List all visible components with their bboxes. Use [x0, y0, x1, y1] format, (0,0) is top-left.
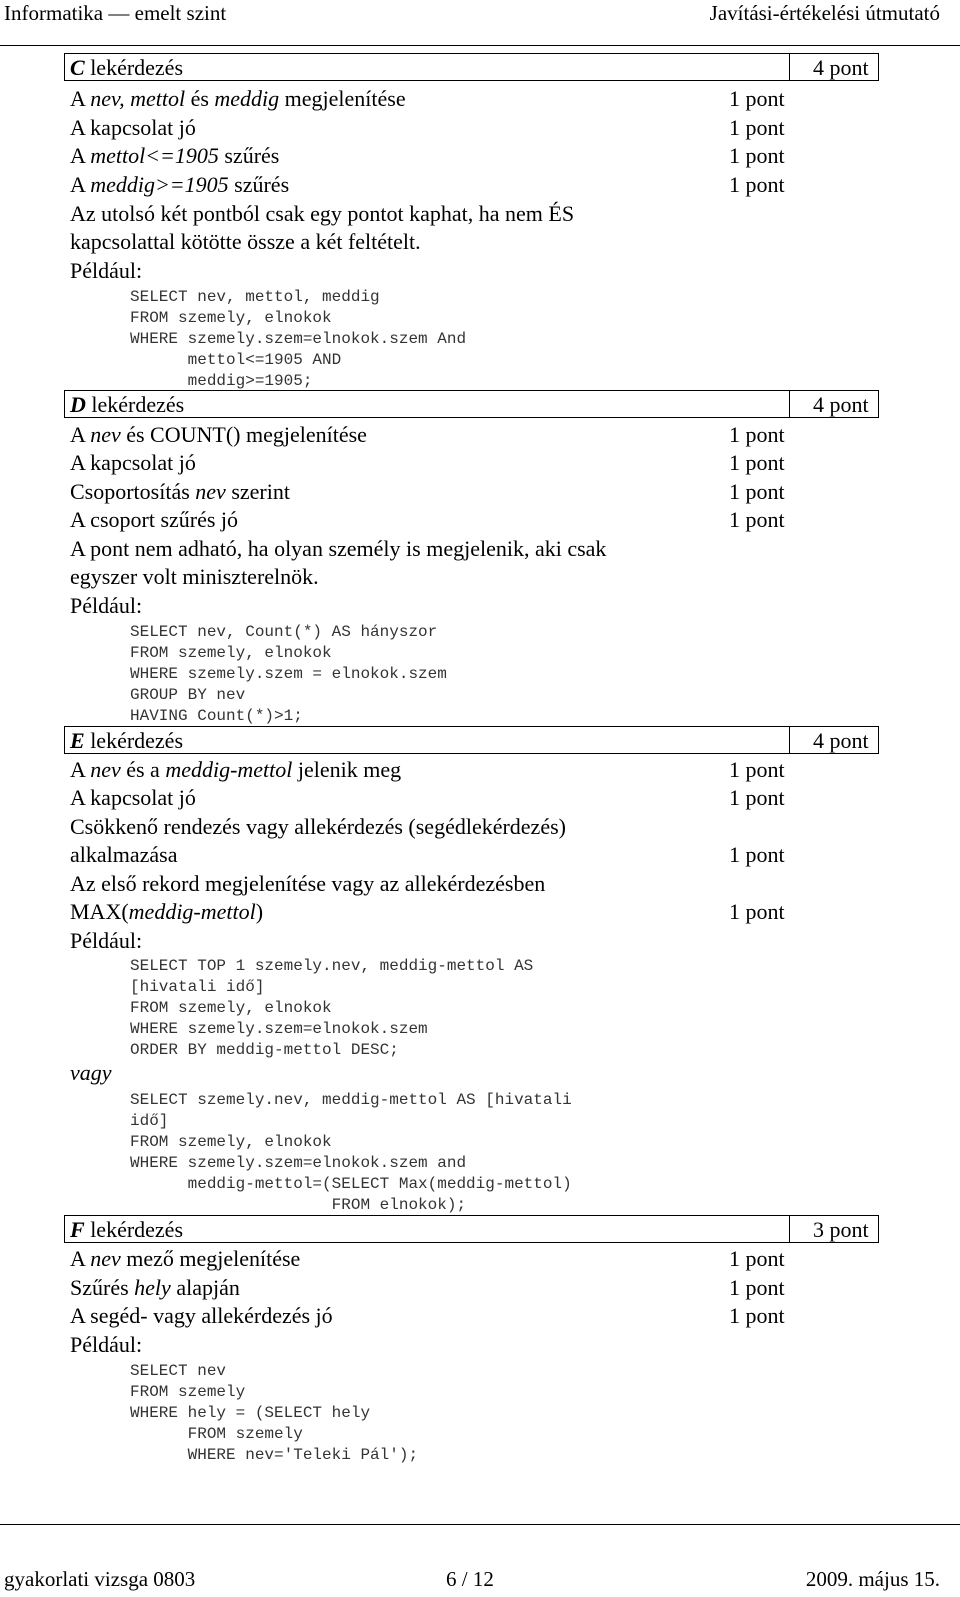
c-item-1-points: 1 pont: [729, 86, 785, 111]
section-e-heading: E lekérdezés 4 pont: [64, 726, 879, 754]
d-note-2: egyszer volt miniszterelnök.: [70, 564, 319, 589]
f-item-3-points: 1 pont: [729, 1303, 785, 1328]
footer-rule: [0, 1524, 960, 1525]
e-item-4-line-1: Az első rekord megjelenítése vagy az allekérdezésben: [70, 871, 546, 896]
c-item-1: A nev, mettol és meddig megjelenítése: [70, 86, 406, 111]
f-item-2: Szűrés hely alapján: [70, 1275, 240, 1300]
e-item-4-line-2: MAX(meddig-mettol): [70, 899, 264, 924]
e-item-3-points: 1 pont: [729, 842, 785, 867]
c-item-2: A kapcsolat jó: [70, 115, 196, 140]
footer-left: gyakorlati vizsga 0803: [4, 1567, 196, 1591]
e-item-3-line-1: Csökkenő rendezés vagy allekérdezés (segédlekérdezés): [70, 814, 566, 839]
c-sql-code: SELECT nev, mettol, meddig FROM szemely, elnokok WHERE szemely.szem=elnokok.szem And mettol<=1905 AND meddig>=1905;: [130, 288, 467, 390]
section-f-points: 3 pont: [813, 1217, 869, 1242]
header-left: Informatika — emelt szint: [4, 1, 227, 25]
d-note-1: A pont nem adható, ha olyan személy is megjelenik, aki csak: [70, 536, 607, 561]
d-item-3: Csoportosítás nev szerint: [70, 479, 290, 504]
e-item-1: A nev és a meddig-mettol jelenik meg: [70, 757, 402, 782]
section-d-heading: D lekérdezés 4 pont: [64, 390, 879, 418]
c-note-2: kapcsolattal kötötte össze a két feltételt.: [70, 229, 421, 254]
d-item-2: A kapcsolat jó: [70, 450, 196, 475]
c-item-3-points: 1 pont: [729, 143, 785, 168]
f-item-2-points: 1 pont: [729, 1275, 785, 1300]
c-item-4: A meddig>=1905 szűrés: [70, 172, 290, 197]
d-item-4-points: 1 pont: [729, 507, 785, 532]
d-item-2-points: 1 pont: [729, 450, 785, 475]
section-c-points: 4 pont: [813, 55, 869, 80]
e-sql-code-1: SELECT TOP 1 szemely.nev, meddig-mettol AS [hivatali idő] FROM szemely, elnokok WHERE szemely.szem=elnokok.szem ORDER BY meddig-mettol DESC;: [130, 957, 534, 1059]
c-example-label: Például:: [70, 258, 143, 283]
c-item-3: A mettol<=1905 szűrés: [70, 143, 280, 168]
section-e-points: 4 pont: [813, 728, 869, 753]
f-item-1-points: 1 pont: [729, 1246, 785, 1271]
d-item-1-points: 1 pont: [729, 422, 785, 447]
header-rule: [0, 45, 960, 46]
e-item-1-points: 1 pont: [729, 757, 785, 782]
c-note-1: Az utolsó két pontból csak egy pontot kaphat, ha nem ÉS: [70, 201, 575, 226]
header-right: Javítási-értékelési útmutató: [709, 1, 940, 25]
section-d-points: 4 pont: [813, 392, 869, 417]
d-example-label: Például:: [70, 593, 143, 618]
c-item-4-points: 1 pont: [729, 172, 785, 197]
e-example-label: Például:: [70, 928, 143, 953]
e-item-3-line-2: alkalmazása: [70, 842, 178, 867]
footer-page-number: 6 / 12: [446, 1567, 494, 1591]
d-item-3-points: 1 pont: [729, 479, 785, 504]
e-item-2: A kapcsolat jó: [70, 785, 196, 810]
d-item-1: A nev és COUNT() megjelenítése: [70, 422, 367, 447]
e-item-2-points: 1 pont: [729, 785, 785, 810]
c-item-2-points: 1 pont: [729, 115, 785, 140]
f-example-label: Például:: [70, 1332, 143, 1357]
d-sql-code: SELECT nev, Count(*) AS hányszor FROM szemely, elnokok WHERE szemely.szem = elnokok.szem GROUP BY nev HAVING Count(*)>1;: [130, 623, 447, 725]
f-sql-code: SELECT nev FROM szemely WHERE hely = (SELECT hely FROM szemely WHERE nev='Teleki Pál');: [130, 1362, 419, 1464]
e-sql-code-2: SELECT szemely.nev, meddig-mettol AS [hivatali idő] FROM szemely, elnokok WHERE szemely.szem=elnokok.szem and meddig-mettol=(SELECT Max(meddig-mettol) FROM elnokok);: [130, 1091, 572, 1214]
section-c-heading: C lekérdezés 4 pont: [64, 53, 879, 81]
section-f-heading: F lekérdezés 3 pont: [64, 1215, 879, 1243]
d-item-4: A csoport szűrés jó: [70, 507, 239, 532]
f-item-3: A segéd- vagy allekérdezés jó: [70, 1303, 333, 1328]
e-or-label: vagy: [70, 1060, 112, 1085]
f-item-1: A nev mező megjelenítése: [70, 1246, 301, 1271]
e-item-4-points: 1 pont: [729, 899, 785, 924]
footer-date: 2009. május 15.: [805, 1567, 940, 1591]
